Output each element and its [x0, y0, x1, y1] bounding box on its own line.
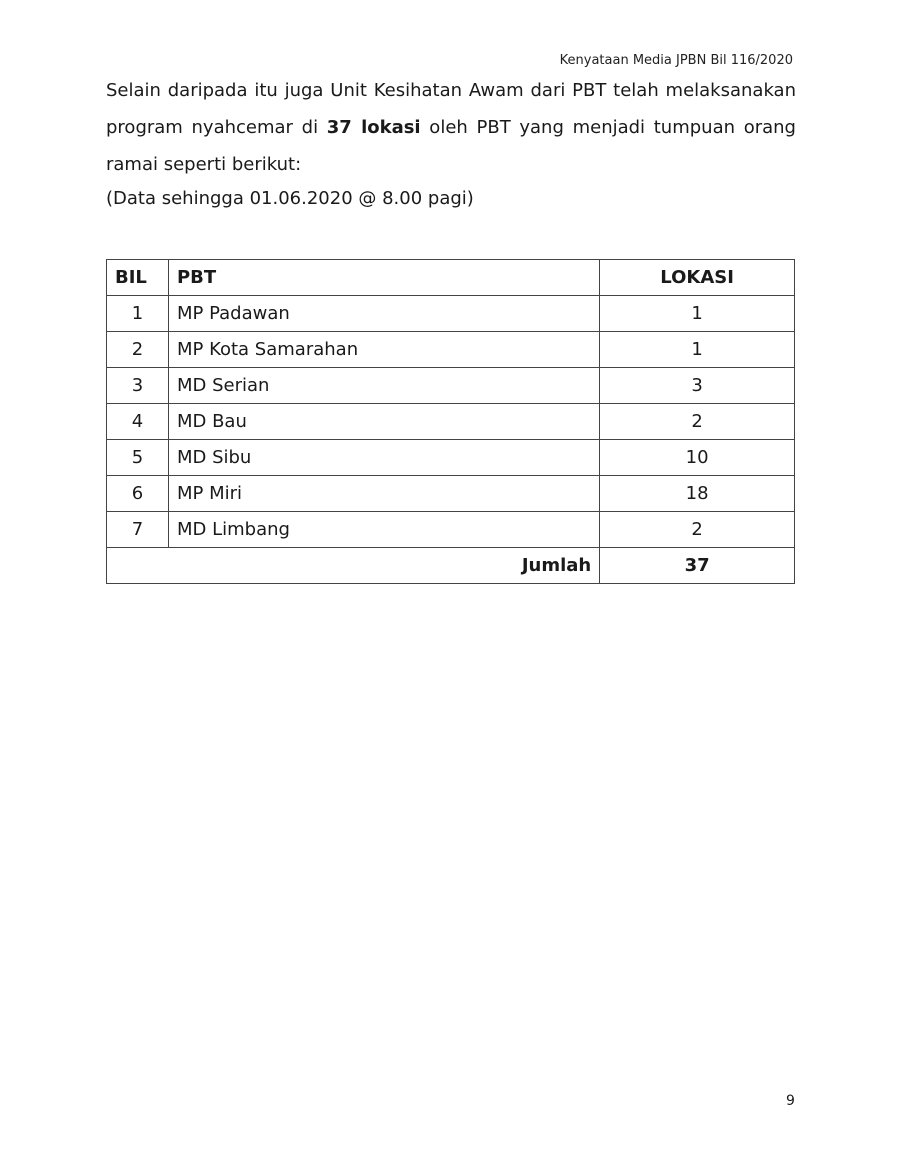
table-row: [107, 404, 795, 440]
cell-bil: 4: [107, 404, 169, 440]
cell-pbt: MD Bau: [168, 404, 599, 440]
cell-bil: 2: [107, 332, 169, 368]
cell-bil: 5: [107, 440, 169, 476]
page-number: 9: [786, 1093, 795, 1109]
table-row: [107, 512, 795, 548]
cell-lokasi: 1: [600, 332, 795, 368]
cell-pbt: MP Kota Samarahan: [168, 332, 599, 368]
cell-lokasi: 2: [600, 512, 795, 548]
table-row: [107, 368, 795, 404]
cell-bil: 7: [107, 512, 169, 548]
total-label: Jumlah: [107, 548, 600, 584]
table-row: [107, 476, 795, 512]
cell-lokasi: 2: [600, 404, 795, 440]
table-total-row: [107, 548, 795, 584]
document-reference: Kenyataan Media JPBN Bil 116/2020: [559, 53, 793, 68]
total-value: 37: [600, 548, 795, 584]
cell-pbt: MD Sibu: [168, 440, 599, 476]
column-header-pbt: PBT: [168, 260, 599, 296]
location-count-highlight: 37 lokasi: [326, 117, 421, 138]
paragraph-line-2-post: oleh PBT yang menjadi tumpuan orang: [420, 117, 796, 138]
cell-pbt: MD Serian: [168, 368, 599, 404]
cell-pbt: MD Limbang: [168, 512, 599, 548]
paragraph-line-1: Selain daripada itu juga Unit Kesihatan Awam dari PBT telah melaksanakan: [106, 80, 796, 101]
table-row: [107, 296, 795, 332]
cell-bil: 3: [107, 368, 169, 404]
cell-bil: 1: [107, 296, 169, 332]
cell-pbt: MP Miri: [168, 476, 599, 512]
column-header-bil: BIL: [107, 260, 169, 296]
cell-lokasi: 3: [600, 368, 795, 404]
cell-lokasi: 18: [600, 476, 795, 512]
cell-bil: 6: [107, 476, 169, 512]
paragraph-line-2-pre: program nyahcemar di: [106, 117, 327, 138]
cell-pbt: MP Padawan: [168, 296, 599, 332]
table-row: [107, 332, 795, 368]
table-row: [107, 440, 795, 476]
cell-lokasi: 1: [600, 296, 795, 332]
pbt-location-table: [106, 259, 795, 584]
body-paragraph: [106, 72, 796, 183]
column-header-lokasi: LOKASI: [600, 260, 795, 296]
data-date-note: (Data sehingga 01.06.2020 @ 8.00 pagi): [106, 188, 474, 209]
table-header-row: [107, 260, 795, 296]
paragraph-line-3: ramai seperti berikut:: [106, 154, 302, 175]
paragraph-line-2: [106, 109, 796, 146]
cell-lokasi: 10: [600, 440, 795, 476]
